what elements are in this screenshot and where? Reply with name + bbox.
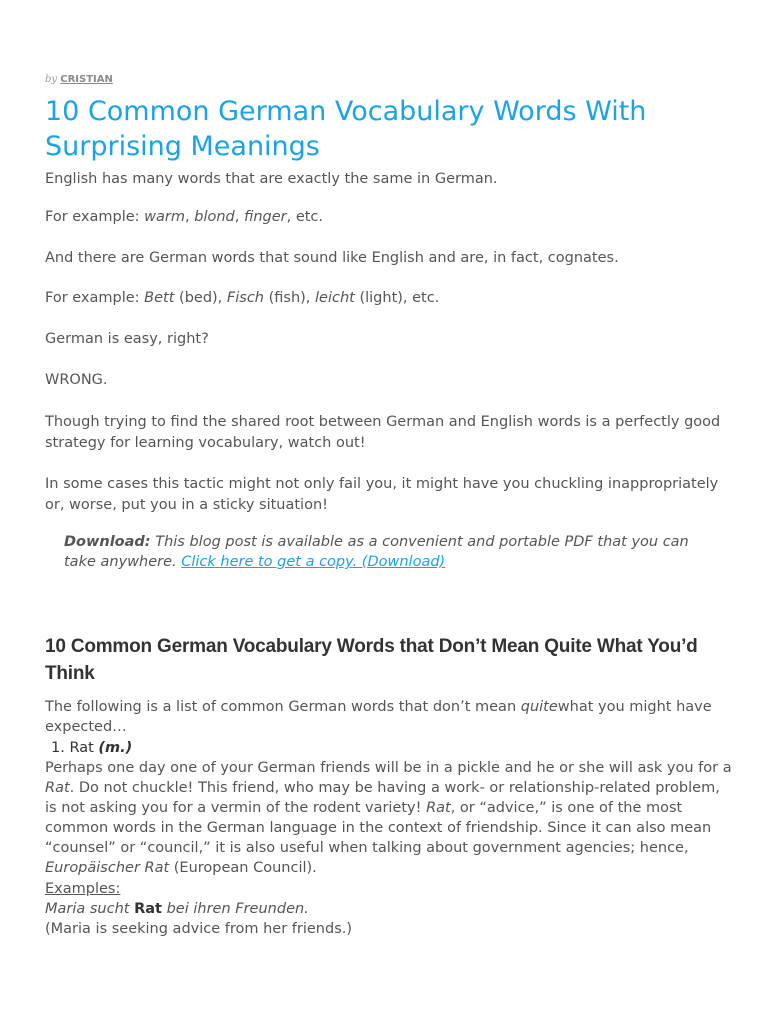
callout-text: This blog post is available as a convenient and portable PDF that you can take anywhere. xyxy=(64,534,689,570)
lead-after: what you might have expected… xyxy=(45,699,712,735)
p4-run: Fisch xyxy=(226,290,264,306)
item-1-body-run: Perhaps one day one of your German friends will be in a pickle and he or she will ask you for a xyxy=(45,760,732,776)
p4-run: Bett xyxy=(144,290,175,306)
byline-prefix: by xyxy=(45,74,58,85)
intro-paragraph-3: And there are German words that sound like English and are, in fact, cognates. xyxy=(45,250,619,266)
section-heading: 10 Common German Vocabulary Words that Don’t Mean Quite What You’d Think xyxy=(45,636,698,684)
author-link[interactable]: CRISTIAN xyxy=(60,74,113,85)
p2-word: warm xyxy=(144,209,186,225)
item-1-body xyxy=(45,758,735,878)
intro-paragraph-4 xyxy=(45,288,735,309)
example-german-run: Maria sucht xyxy=(45,901,135,917)
p4-run: leicht xyxy=(315,290,355,306)
intro-paragraph-6: WRONG. xyxy=(45,372,108,388)
p2-word: blond xyxy=(194,209,235,225)
item-1-body-run: (European Council). xyxy=(169,860,317,876)
download-link[interactable]: Click here to get a copy. (Download) xyxy=(181,554,446,570)
download-callout xyxy=(64,532,724,572)
intro-paragraph-8: In some cases this tactic might not only fail you, it might have you chuckling inappropriately or, worse, put you in a sticky situation! xyxy=(45,476,719,513)
intro-paragraph-7: Though trying to find the shared root between German and English words is a perfectly good strategy for learning vocabulary, watch out! xyxy=(45,414,721,451)
p4-run: (fish), xyxy=(264,290,316,306)
p4-run: (bed), xyxy=(174,290,227,306)
item-1-title xyxy=(51,738,132,758)
item-1-gender: (m.) xyxy=(98,740,133,756)
item-1-body-run: Rat xyxy=(45,780,70,796)
item-1-word: 1. Rat xyxy=(51,740,99,756)
example-german-run: bei ihren Freunden. xyxy=(161,901,309,917)
item-1-body-run: Rat xyxy=(426,800,451,816)
item-1-body-run: Europäischer Rat xyxy=(45,860,170,876)
intro-paragraph-2: For example: warm, blond, finger, etc. xyxy=(45,209,324,225)
lead-italic: quite xyxy=(520,699,558,715)
item-1-body-run: , or “advice,” is one of the most common words in the German language in the context of friendship. Since it can also mean “counsel” or “council,” it is also useful when talking about government agencies; hence, xyxy=(45,800,712,856)
p2-word: finger xyxy=(243,209,287,225)
p4-run: For example: xyxy=(45,290,145,306)
intro-paragraph-1: English has many words that are exactly the same in German. xyxy=(45,171,498,187)
example-german-run: Rat xyxy=(134,901,162,917)
intro-paragraph-5: German is easy, right? xyxy=(45,331,209,347)
page-title: 10 Common German Vocabulary Words With Surprising Meanings xyxy=(45,96,647,162)
lead-before: The following is a list of common German words that don’t mean xyxy=(45,699,521,715)
p2-prefix: For example: xyxy=(45,209,145,225)
byline xyxy=(45,74,113,85)
p4-run: (light), etc. xyxy=(354,290,440,306)
callout-label: Download: xyxy=(64,534,151,550)
example-english: (Maria is seeking advice from her friends.) xyxy=(45,921,353,937)
example-german xyxy=(45,899,735,919)
item-1-body-run: . Do not chuckle! This friend, who may be having a work- or relationship-related problem, is not asking you for a vermin of the rodent variety! xyxy=(45,780,720,816)
examples-label: Examples: xyxy=(45,881,121,897)
p2-suffix: , etc. xyxy=(286,209,324,225)
section-lead xyxy=(45,697,735,737)
